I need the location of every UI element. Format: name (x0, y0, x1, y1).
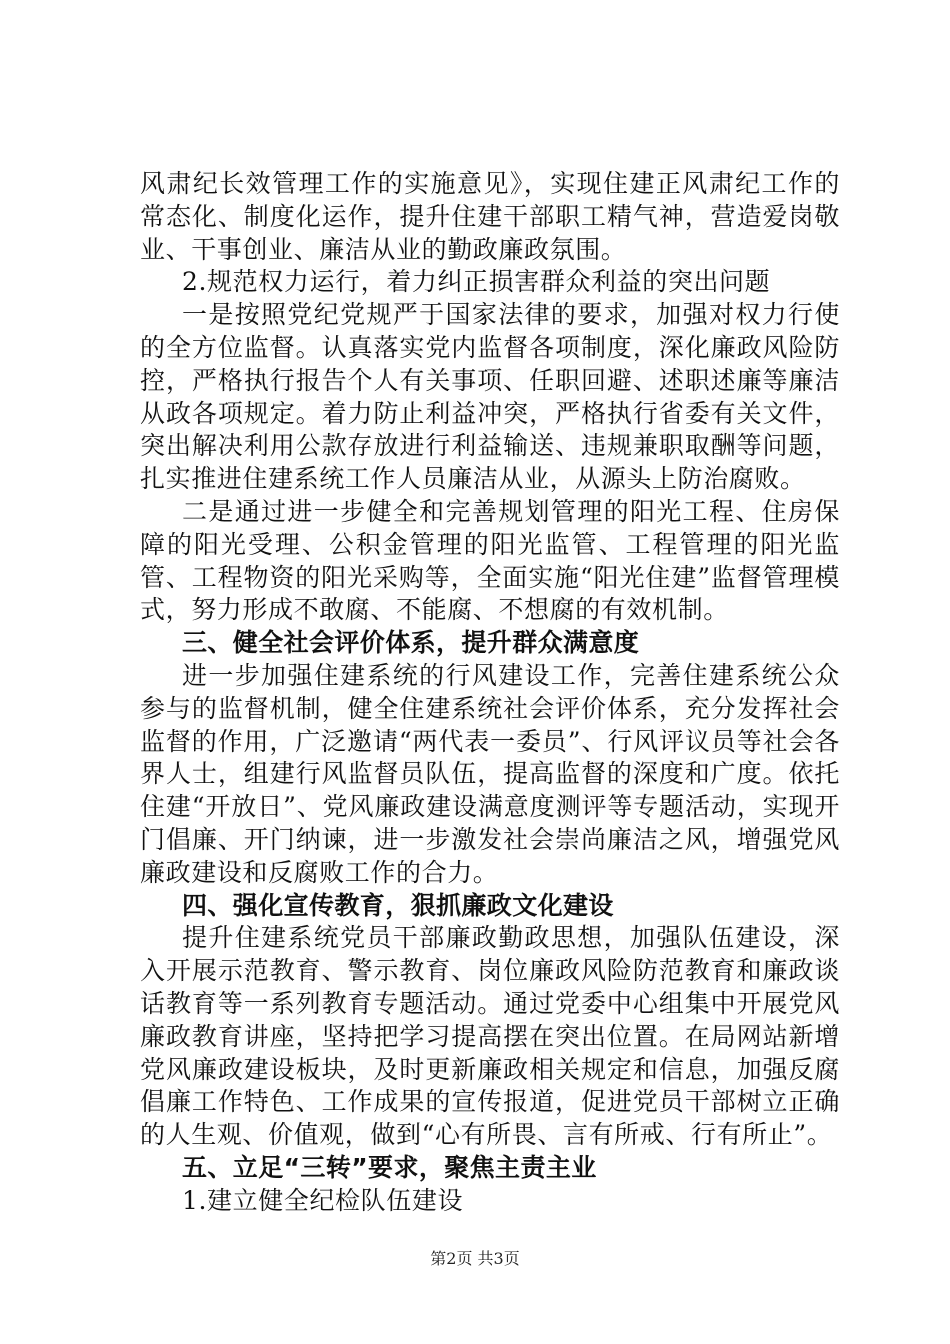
paragraph-intro-continuation: 风肃纪长效管理工作的实施意见》，实现住建正风肃纪工作的常态化、制度化运作，提升住建干部职工精气神，营造爱岗敬业、干事创业、廉洁从业的勤政廉政氛围。 (140, 169, 840, 264)
paragraph-second-measure: 二是通过进一步健全和完善规划管理的阳光工程、住房保障的阳光受理、公积金管理的阳光监管、工程管理的阳光监管、工程物资的阳光采购等，全面实施“阳光住建”监督管理模式，努力形成不敢腐、不能腐、不想腐的有效机制。 (140, 496, 840, 625)
section-heading-5: 五、立足“三转”要求，聚焦主责主业 (182, 1152, 597, 1182)
paragraph-section-4: 提升住建系统党员干部廉政勤政思想，加强队伍建设，深入开展示范教育、警示教育、岗位廉政风险防范教育和廉政谈话教育等一系列教育专题活动。通过党委中心组集中开展党风廉政教育讲座，坚持把学习提高摆在突出位置。在局网站新增党风廉政建设板块，及时更新廉政相关规定和信息，加强反腐倡廉工作特色、工作成果的宣传报道，促进党员干部树立正确的人生观、价值观，做到“心有所畏、言有所戒、行有所止”。 (140, 923, 840, 1150)
page-footer: 第2页 共3页 (430, 1249, 520, 1268)
section-heading-4: 四、强化宣传教育，狠抓廉政文化建设 (182, 890, 614, 920)
paragraph-subsection-5-1: 1.建立健全纪检队伍建设 (182, 1185, 464, 1215)
paragraph-subsection-2: 2.规范权力运行，着力纠正损害群众利益的突出问题 (182, 267, 771, 297)
paragraph-first-measure: 一是按照党纪党规严于国家法律的要求，加强对权力行使的全方位监督。认真落实党内监督各项制度，深化廉政风险防控，严格执行报告个人有关事项、任职回避、述职述廉等廉洁从政各项规定。着力防止利益冲突，严格执行省委有关文件，突出解决利用公款存放进行利益输送、违规兼职取酬等问题，扎实推进住建系统工作人员廉洁从业，从源头上防治腐败。 (140, 300, 840, 494)
paragraph-section-3: 进一步加强住建系统的行风建设工作，完善住建系统公众参与的监督机制，健全住建系统社会评价体系，充分发挥社会监督的作用，广泛邀请“两代表一委员”、行风评议员等社会各界人士，组建行风监督员队伍，提高监督的深度和广度。依托住建“开放日”、党风廉政建设满意度测评等专题活动，实现开门倡廉、开门纳谏，进一步激发社会崇尚廉洁之风，增强党风廉政建设和反腐败工作的合力。 (140, 660, 840, 887)
section-heading-3: 三、健全社会评价体系，提升群众满意度 (182, 628, 640, 658)
document-body (140, 168, 840, 1218)
